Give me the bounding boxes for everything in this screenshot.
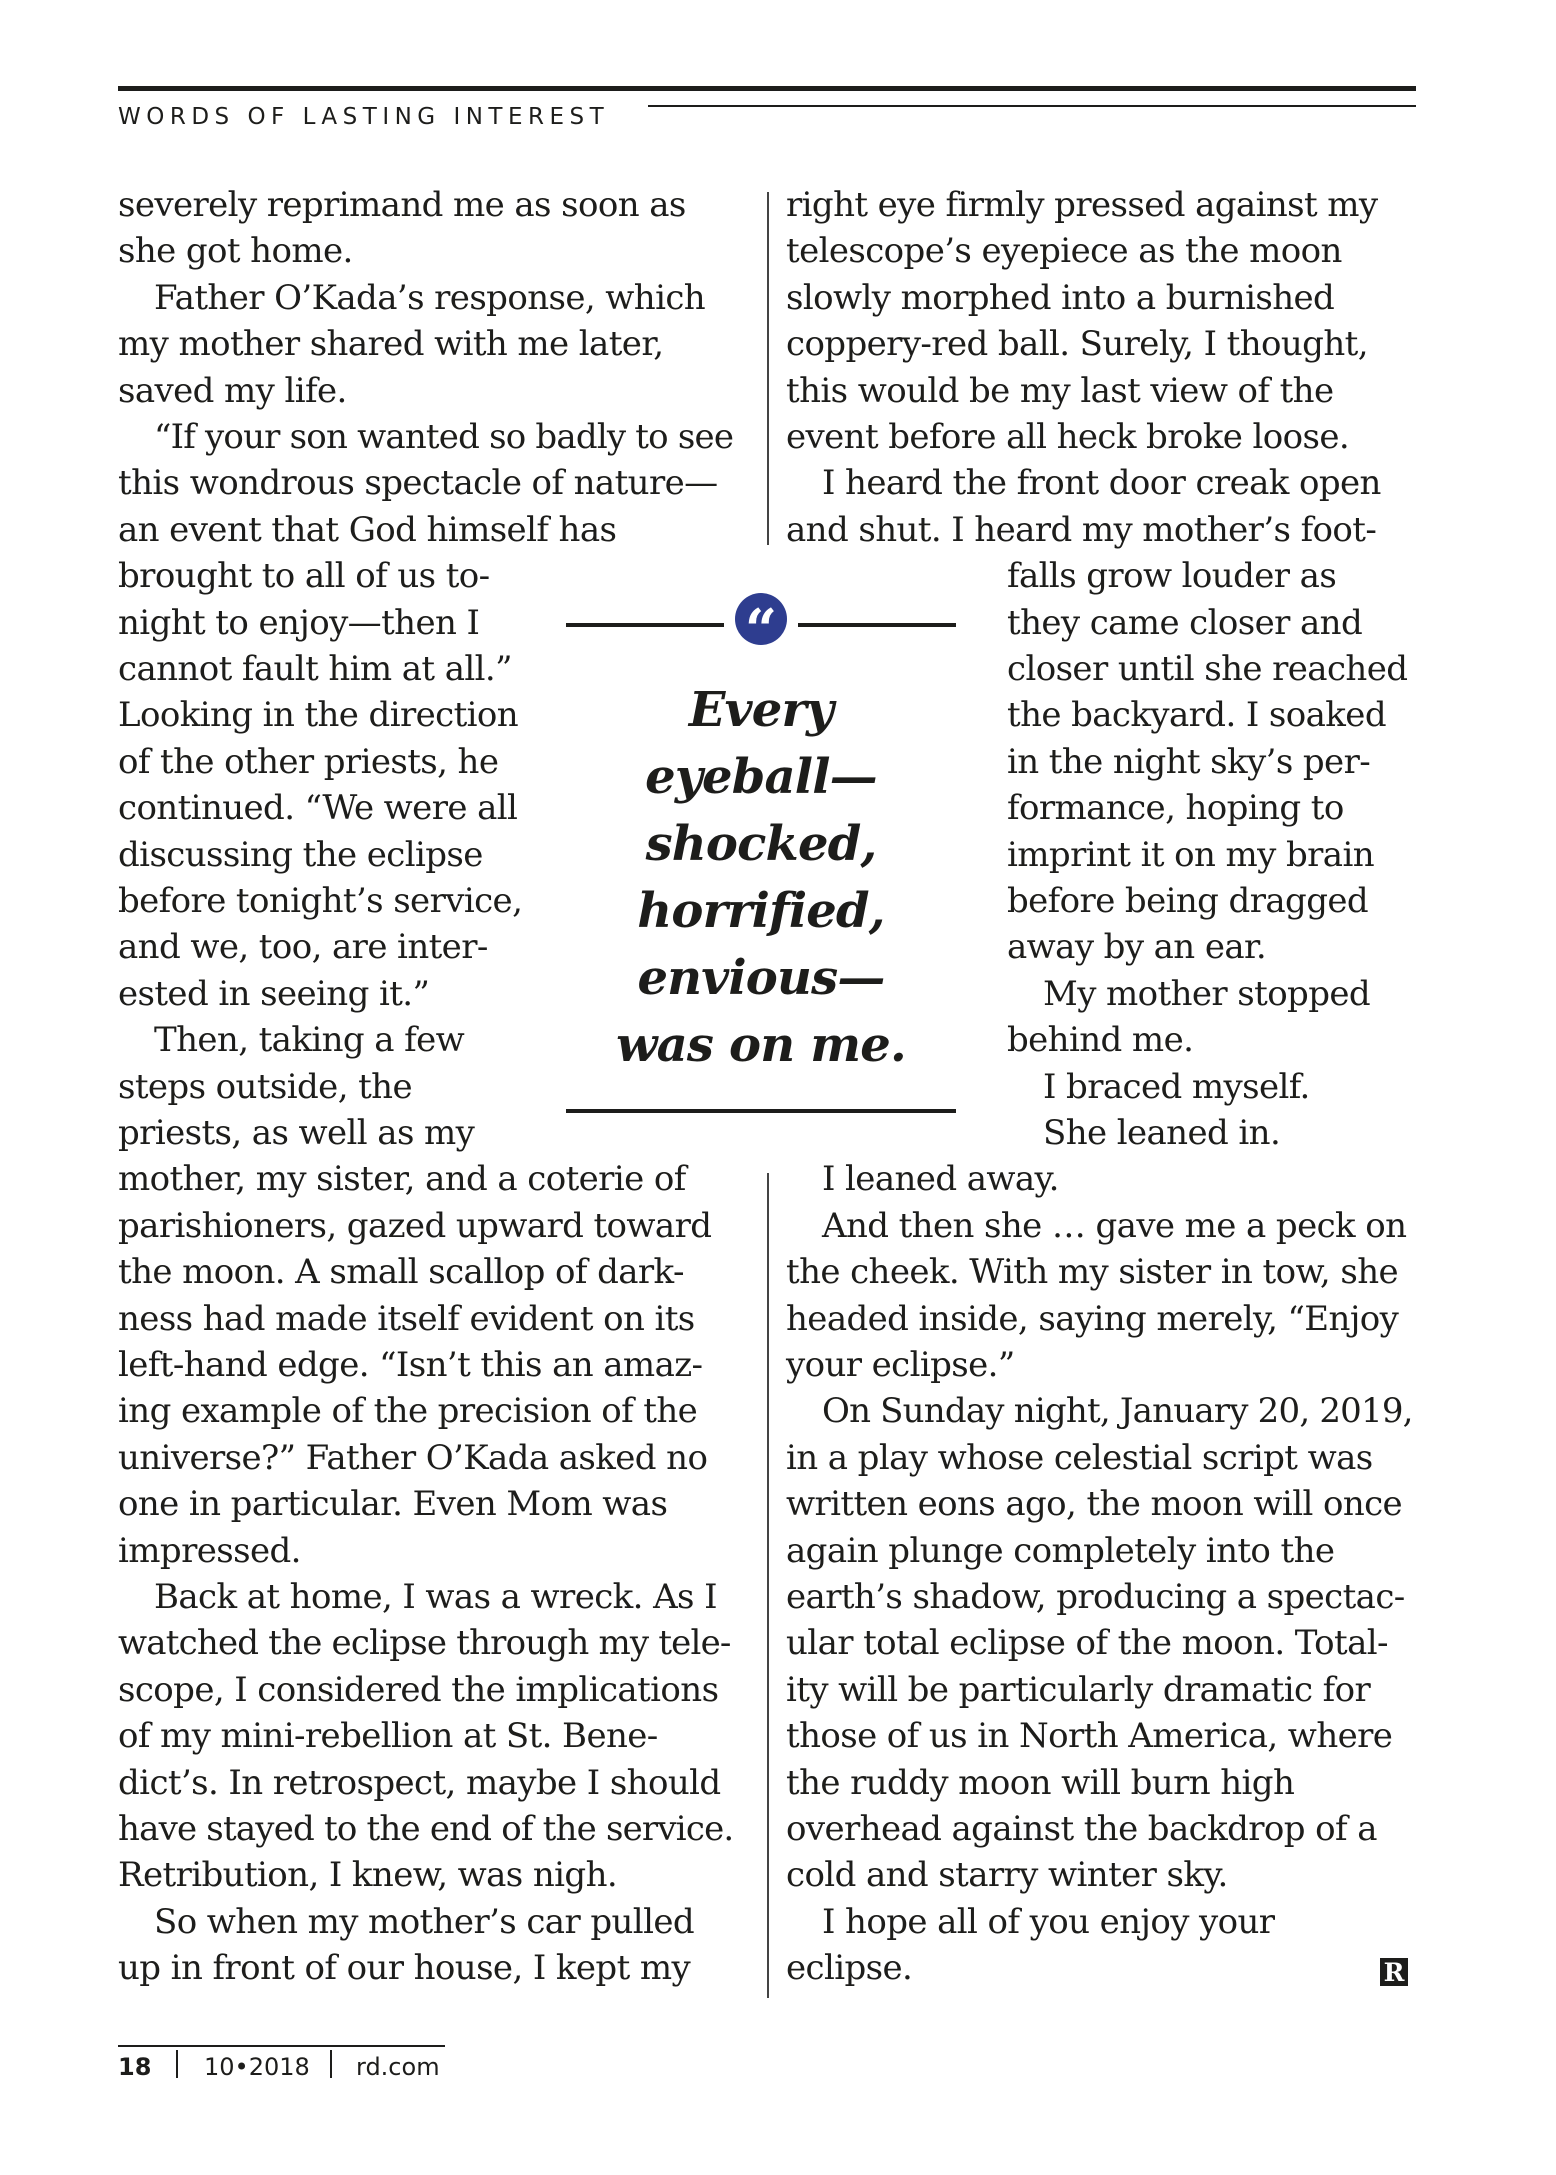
issue-date: 10•2018 — [204, 2053, 310, 2081]
text-line: up in front of our house, I kept my — [118, 1948, 691, 1988]
text-line: she got home. — [118, 231, 353, 271]
pull-quote-line: Every — [688, 682, 834, 738]
text-line: coppery-red ball. Surely, I thought, — [786, 324, 1368, 364]
text-line: those of us in North America, where — [786, 1716, 1393, 1756]
text-line: an event that God himself has — [118, 510, 617, 550]
text-line: Then, taking a few — [154, 1020, 465, 1060]
text-line: dict’s. In retrospect, maybe I should — [118, 1763, 721, 1803]
pull-quote-line: envious— — [637, 950, 885, 1006]
text-line: watched the eclipse through my tele- — [118, 1623, 731, 1663]
text-line: ity will be particularly dramatic for — [786, 1670, 1371, 1710]
text-line: steps outside, the — [118, 1067, 412, 1107]
text-line: saved my life. — [118, 371, 347, 411]
text-line: ness had made itself evident on its — [118, 1299, 695, 1339]
text-line: in a play whose celestial script was — [786, 1438, 1373, 1478]
text-line: My mother stopped — [1043, 974, 1371, 1014]
text-line: earth’s shadow, producing a spectac- — [786, 1577, 1405, 1617]
column-divider-top — [767, 192, 769, 545]
text-line: this wondrous spectacle of nature— — [118, 463, 718, 503]
text-line: scope, I considered the implications — [118, 1670, 719, 1710]
pull-quote-rule-bottom — [566, 1109, 956, 1113]
text-line: She leaned in. — [1043, 1113, 1281, 1153]
text-line: they came closer and — [1007, 603, 1363, 643]
text-line: event before all heck broke loose. — [786, 417, 1350, 457]
text-line: and we, too, are inter- — [118, 927, 488, 967]
text-line: ing example of the precision of the — [118, 1391, 698, 1431]
pull-quote-rule-top-right — [798, 623, 956, 627]
text-line: my mother shared with me later, — [118, 324, 664, 364]
text-line: I hope all of you enjoy your — [822, 1902, 1275, 1942]
text-line: parishioners, gazed upward toward — [118, 1206, 712, 1246]
text-line: have stayed to the end of the service. — [118, 1809, 734, 1849]
text-line: continued. “We were all — [118, 788, 518, 828]
text-line: So when my mother’s car pulled — [154, 1902, 695, 1942]
page-number: 18 — [118, 2053, 152, 2081]
text-line: discussing the eclipse — [118, 835, 483, 875]
text-line: Back at home, I was a wreck. As I — [154, 1577, 717, 1617]
text-line: overhead against the backdrop of a — [786, 1809, 1377, 1849]
pull-quote-line: eyeball— — [645, 749, 877, 805]
site-name: rd.com — [356, 2053, 440, 2081]
text-line: before tonight’s service, — [118, 881, 523, 921]
text-line: eclipse. — [786, 1948, 913, 1988]
text-line: I braced myself. — [1043, 1067, 1310, 1107]
text-line: slowly morphed into a burnished — [786, 278, 1335, 318]
text-line: Father O’Kada’s response, which — [154, 278, 706, 318]
text-line: I leaned away. — [822, 1159, 1059, 1199]
text-line: severely reprimand me as soon as — [118, 185, 686, 225]
text-line: one in particular. Even Mom was — [118, 1484, 668, 1524]
footer-separator — [176, 2050, 178, 2078]
text-line: And then she … gave me a peck on — [822, 1206, 1407, 1246]
text-line: and shut. I heard my mother’s foot- — [786, 510, 1377, 550]
text-line: left-hand edge. “Isn’t this an amaz- — [118, 1345, 703, 1385]
text-line: behind me. — [1007, 1020, 1194, 1060]
text-line: this would be my last view of the — [786, 371, 1334, 411]
text-line: formance, hoping to — [1007, 788, 1344, 828]
text-line: priests, as well as my — [118, 1113, 475, 1153]
text-line: Retribution, I knew, was nigh. — [118, 1855, 618, 1895]
text-line: telescope’s eyepiece as the moon — [786, 231, 1342, 271]
text-line: right eye firmly pressed against my — [786, 185, 1378, 225]
text-line: ested in seeing it.” — [118, 974, 430, 1014]
footer-rule — [118, 2045, 445, 2047]
header-top-rule — [118, 86, 1416, 91]
text-line: the backyard. I soaked — [1007, 695, 1386, 735]
text-line: in the night sky’s per- — [1007, 742, 1371, 782]
text-line: mother, my sister, and a coterie of — [118, 1159, 686, 1199]
pull-quote-line: horrified, — [637, 883, 885, 939]
column-divider-bottom — [767, 1173, 769, 1998]
text-line: brought to all of us to- — [118, 556, 490, 596]
text-line: imprint it on my brain — [1007, 835, 1375, 875]
text-line: “If your son wanted so badly to see — [154, 417, 734, 457]
text-line: away by an ear. — [1007, 927, 1267, 967]
text-line: impressed. — [118, 1531, 301, 1571]
section-label: WORDS OF LASTING INTEREST — [118, 104, 610, 130]
text-line: cannot fault him at all.” — [118, 649, 512, 689]
text-line: of the other priests, he — [118, 742, 499, 782]
text-line: headed inside, saying merely, “Enjoy — [786, 1299, 1399, 1339]
text-line: cold and starry winter sky. — [786, 1855, 1228, 1895]
text-line: written eons ago, the moon will once — [786, 1484, 1403, 1524]
text-line: the ruddy moon will burn high — [786, 1763, 1295, 1803]
text-line: night to enjoy—then I — [118, 603, 480, 643]
text-line: I heard the front door creak open — [822, 463, 1381, 503]
text-line: of my mini-rebellion at St. Bene- — [118, 1716, 658, 1756]
text-line: before being dragged — [1007, 881, 1369, 921]
header-rule — [648, 105, 1416, 107]
footer-separator — [330, 2050, 332, 2078]
text-line: the moon. A small scallop of dark- — [118, 1252, 684, 1292]
text-line: universe?” Father O’Kada asked no — [118, 1438, 708, 1478]
pull-quote-rule-top-left — [566, 623, 724, 627]
text-line: again plunge completely into the — [786, 1531, 1335, 1571]
text-line: the cheek. With my sister in tow, she — [786, 1252, 1399, 1292]
text-line: falls grow louder as — [1007, 556, 1337, 596]
text-line: closer until she reached — [1007, 649, 1408, 689]
text-line: ular total eclipse of the moon. Total- — [786, 1623, 1388, 1663]
pull-quote-line: was on me. — [616, 1017, 906, 1073]
text-line: your eclipse.” — [786, 1345, 1015, 1385]
end-mark-icon: R — [1380, 1958, 1408, 1986]
text-line: Looking in the direction — [118, 695, 519, 735]
quote-mark-icon: “ — [735, 593, 787, 645]
pull-quote-line: shocked, — [645, 816, 877, 872]
text-line: On Sunday night, January 20, 2019, — [822, 1391, 1413, 1431]
